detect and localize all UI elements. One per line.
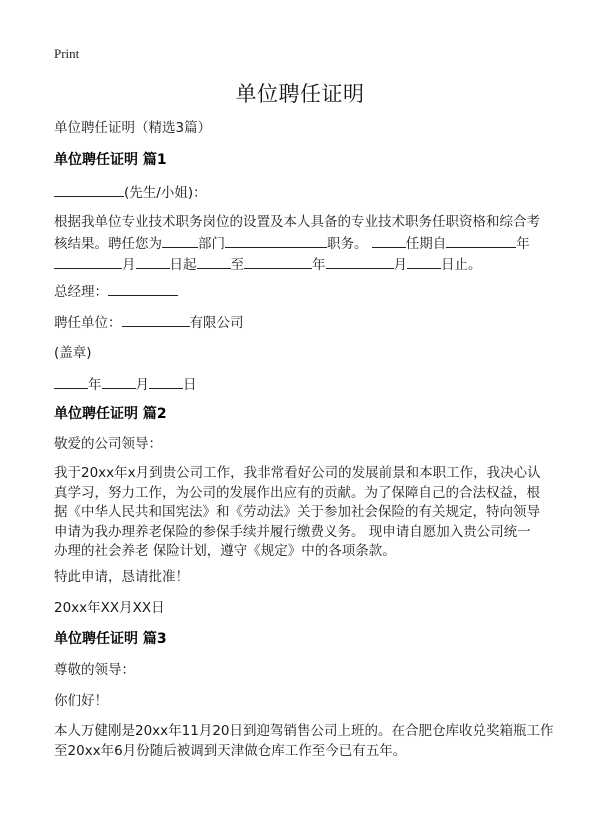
section-1-salutation bbox=[54, 182, 207, 203]
employer-label: 聘任单位： bbox=[54, 315, 122, 331]
position-blank bbox=[225, 233, 327, 248]
section-2-body bbox=[54, 464, 554, 562]
name-blank bbox=[54, 182, 124, 197]
body-row: 至20xx年6月份随后被调到天津做仓库工作至今已有五年。 bbox=[54, 742, 407, 759]
employer-suffix: 有限公司 bbox=[189, 315, 244, 331]
text-segment: 日止。 bbox=[441, 257, 482, 273]
start-month-blank bbox=[54, 254, 122, 269]
term-blank bbox=[372, 233, 406, 248]
day-label: 日 bbox=[183, 377, 197, 393]
end-month-blank bbox=[326, 254, 394, 269]
start-day-blank bbox=[136, 254, 170, 269]
page-title: 单位聘任证明 bbox=[235, 82, 365, 106]
general-manager-line bbox=[54, 281, 178, 302]
section-2-salutation: 敬爱的公司领导： bbox=[54, 436, 162, 452]
text-segment: 部门 bbox=[198, 235, 225, 252]
section-2-closing: 特此申请，恳请批准！ bbox=[54, 569, 189, 585]
employer-line bbox=[54, 312, 244, 333]
employer-blank bbox=[122, 312, 190, 327]
year-blank bbox=[54, 374, 88, 389]
body-row bbox=[54, 233, 554, 255]
text-segment: 职务。 bbox=[327, 235, 368, 252]
body-row: 我于20xx年x月到贵公司工作，我非常看好公司的发展前景和本职工作，我决心认 bbox=[54, 465, 541, 481]
blank bbox=[197, 254, 231, 269]
text-segment: 任期自 bbox=[405, 235, 447, 252]
text-segment: 月 bbox=[122, 257, 136, 273]
section-3-heading: 单位聘任证明 篇3 bbox=[54, 631, 167, 647]
day-blank bbox=[149, 374, 183, 389]
department-blank bbox=[162, 233, 198, 248]
text-segment: 月 bbox=[393, 257, 407, 273]
seal-label: (盖章) bbox=[54, 345, 92, 361]
text-segment: 至 bbox=[230, 257, 244, 273]
section-1-heading: 单位聘任证明 篇1 bbox=[54, 152, 167, 168]
end-day-blank bbox=[407, 254, 441, 269]
month-blank bbox=[102, 374, 136, 389]
body-row: 本人万健刚是20xx年11月20日到迎驾销售公司上班的。在合肥仓库收兑奖箱瓶工作 bbox=[54, 723, 554, 739]
body-row bbox=[54, 254, 554, 276]
text-segment: 年 bbox=[312, 257, 326, 273]
body-row: 真学习，努力工作，为公司的发展作出应有的贡献。为了保障自己的合法权益，根 bbox=[54, 484, 540, 501]
end-year-blank bbox=[244, 254, 312, 269]
text-segment: 核结果。聘任您为 bbox=[54, 235, 162, 252]
section-3-body bbox=[54, 722, 554, 761]
print-link[interactable]: Print bbox=[54, 46, 80, 61]
text-segment: 日起 bbox=[169, 257, 197, 273]
body-row: 据《中华人民共和国宪法》和《劳动法》关于参加社会保险的有关规定，特向领导 bbox=[54, 504, 540, 520]
section-2-heading: 单位聘任证明 篇2 bbox=[54, 406, 167, 422]
year-label: 年 bbox=[88, 377, 102, 393]
body-row: 办理的社会养老 保险计划，遵守《规定》中的各项条款。 bbox=[54, 543, 396, 559]
month-label: 月 bbox=[135, 377, 149, 393]
start-year-blank bbox=[446, 233, 516, 248]
section-2-date: 20xx年XX月XX日 bbox=[54, 600, 165, 616]
general-manager-label: 总经理： bbox=[54, 284, 108, 300]
general-manager-blank bbox=[108, 281, 178, 296]
section-1-body bbox=[54, 213, 554, 276]
text-segment: 年 bbox=[516, 235, 530, 252]
body-row: 申请为我办理养老保险的参保手续并履行缴费义务。 现申请自愿加入贵公司统一 bbox=[54, 523, 531, 540]
document-subtitle: 单位聘任证明（精选3篇） bbox=[54, 120, 212, 136]
section-1-date bbox=[54, 374, 197, 395]
body-row: 根据我单位专业技术职务岗位的设置及本人具备的专业技术职务任职资格和综合考 bbox=[54, 214, 540, 230]
section-3-greeting: 你们好！ bbox=[54, 693, 108, 709]
section-3-salutation: 尊敬的领导： bbox=[54, 662, 135, 678]
salutation-suffix: (先生/小姐)： bbox=[124, 185, 207, 201]
